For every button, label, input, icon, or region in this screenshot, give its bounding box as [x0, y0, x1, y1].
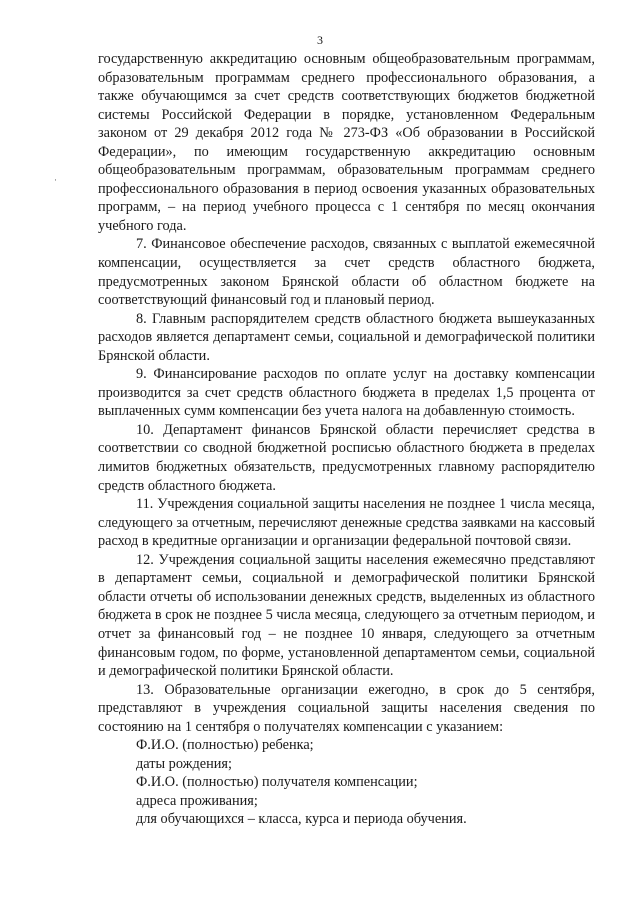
list-item-address: адреса проживания;	[136, 792, 258, 809]
list-item-child-name: Ф.И.О. (полностью) ребенка;	[136, 737, 314, 754]
document-body	[98, 50, 595, 829]
paragraph-item-10: 10. Департамент финансов Брянской области перечисляет средства в соответствии со сводной бюджетной росписью областного бюджета в пределах лимитов бюджетных обязательств, предусмотренных главному распорядителю средств областного бюджета.	[98, 421, 595, 494]
list-item-study-period: для обучающихся – класса, курса и периода обучения.	[136, 811, 467, 828]
page-number: 3	[317, 33, 323, 47]
list-item-birth-date: даты рождения;	[136, 755, 232, 772]
paragraph-item-9: 9. Финансирование расходов по оплате услуг на доставку компенсации производится за счет средств областного бюджета в пределах 1,5 процента от выплаченных сумм компенсации без учета налога на добавленную стоимость.	[98, 366, 595, 420]
paragraph-item-11: 11. Учреждения социальной защиты населения не позднее 1 числа месяца, следующего за отчетным, перечисляют денежные средства заявками на кассовый расход в кредитные организации и организации федеральной почтовой связи.	[98, 496, 595, 550]
paragraph-item-7: 7. Финансовое обеспечение расходов, связанных с выплатой ежемесячной компенсации, осуществляется за счет средств областного бюджета, предусмотренных законом Брянской области об областном бюджете на соответствующий финансовый год и плановый период.	[98, 236, 595, 309]
margin-mark: ·	[54, 175, 57, 185]
paragraph-continuation: государственную аккредитацию основным общеобразовательным программам, образовательным программам среднего профессионального образования, а также обучающимся за счет средств соответствующих бюджетов бюджетной системы Российской Федерации в порядке, установленном Федеральным законом от 29 декабря 2012 года № 273-ФЗ «Об образовании в Российской Федерации», по имеющим государственную аккредитацию основным общеобразовательным программам, образовательным программам среднего профессионального образования в период освоения указанных образовательных программ, – на период учебного процесса с 1 сентября по месяц окончания учебного года.	[98, 51, 595, 234]
paragraph-item-12: 12. Учреждения социальной защиты населения ежемесячно представляют в департамент семьи, социальной и демографической политики Брянской области отчеты об использовании денежных средств, выделенных из областного бюджета в срок не позднее 5 числа месяца, следующего за отчетным периодом, и отчет за финансовый год – не позднее 10 января, следующего за отчетным финансовым годом, по форме, установленной департаментом семьи, социальной и демографической политики Брянской области.	[98, 551, 595, 680]
paragraph-item-8: 8. Главным распорядителем средств областного бюджета вышеуказанных расходов является департамент семьи, социальной и демографической политики Брянской области.	[98, 310, 595, 364]
list-item-recipient-name: Ф.И.О. (полностью) получателя компенсации;	[136, 774, 418, 791]
paragraph-item-13: 13. Образовательные организации ежегодно, в срок до 5 сентября, представляют в учреждения социальной защиты населения сведения по состоянию на 1 сентября о получателях компенсации с указанием:	[98, 681, 595, 735]
